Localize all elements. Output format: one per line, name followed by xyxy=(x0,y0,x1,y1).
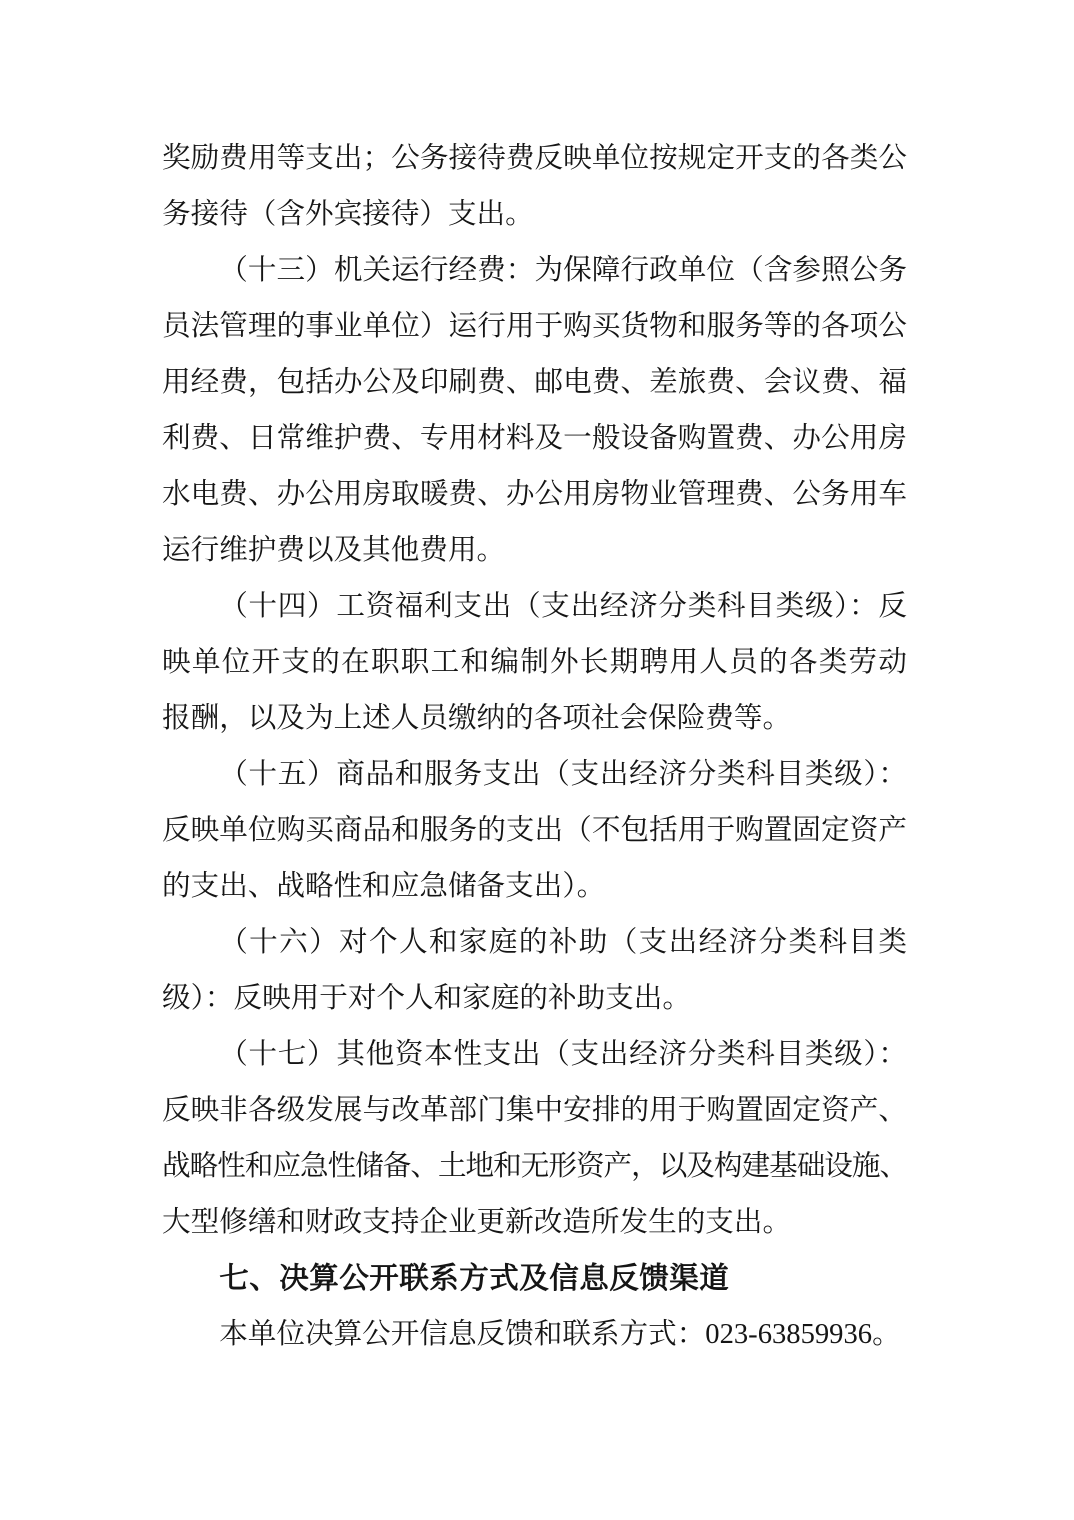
body-line: 反映单位购买商品和服务的支出（不包括用于购置固定资产 xyxy=(162,815,907,846)
body-line: 务接待（含外宾接待）支出。 xyxy=(162,199,534,230)
document-body xyxy=(162,131,907,1363)
item-17-start-line: （十七）其他资本性支出（支出经济分类科目类级）： xyxy=(219,1039,907,1070)
item-14-start-line: （十四）工资福利支出（支出经济分类科目类级）：反 xyxy=(219,591,907,622)
body-line: 战略性和应急性储备、土地和无形资产，以及构建基础设施、 xyxy=(162,1151,907,1182)
body-line: 反映非各级发展与改革部门集中安排的用于购置固定资产、 xyxy=(162,1095,907,1126)
item-13-start-line: （十三）机关运行经费：为保障行政单位（含参照公务 xyxy=(219,255,907,286)
body-line: 员法管理的事业单位）运行用于购买货物和服务等的各项公 xyxy=(162,311,907,342)
body-line: 奖励费用等支出；公务接待费反映单位按规定开支的各类公 xyxy=(162,143,907,174)
body-line: 用经费，包括办公及印刷费、邮电费、差旅费、会议费、福 xyxy=(162,367,907,398)
body-line: 报酬，以及为上述人员缴纳的各项社会保险费等。 xyxy=(162,703,792,734)
section-7-heading: 七、决算公开联系方式及信息反馈渠道 xyxy=(219,1262,730,1295)
body-line: 级）：反映用于对个人和家庭的补助支出。 xyxy=(162,983,691,1014)
body-line: 利费、日常维护费、专用材料及一般设备购置费、办公用房 xyxy=(162,423,907,454)
body-line: 运行维护费以及其他费用。 xyxy=(162,535,506,566)
body-line: 水电费、办公用房取暖费、办公用房物业管理费、公务用车 xyxy=(162,479,907,510)
body-line: 的支出、战略性和应急储备支出）。 xyxy=(162,871,606,902)
item-16-start-line: （十六）对个人和家庭的补助（支出经济分类科目类 xyxy=(219,927,907,958)
body-line: 大型修缮和财政支持企业更新改造所发生的支出。 xyxy=(162,1207,792,1238)
body-line: 映单位开支的在职职工和编制外长期聘用人员的各类劳动 xyxy=(162,647,907,678)
contact-phone-line: 本单位决算公开信息反馈和联系方式：023-63859936。 xyxy=(219,1319,901,1350)
item-15-start-line: （十五）商品和服务支出（支出经济分类科目类级）： xyxy=(219,759,907,790)
